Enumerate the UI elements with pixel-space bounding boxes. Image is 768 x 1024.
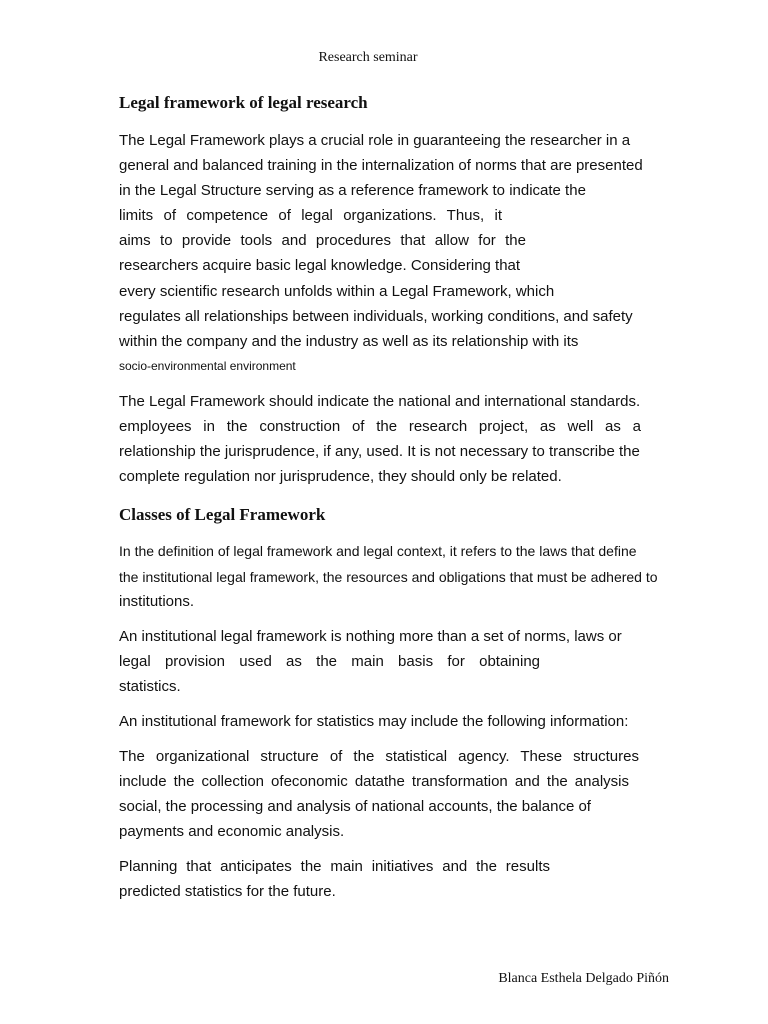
text-line: statistics. (119, 678, 181, 695)
text-line: payments and economic analysis. (119, 823, 345, 840)
text-line: socio-environmental environment (119, 359, 296, 373)
section-title-classes: Classes of Legal Framework (119, 505, 326, 524)
text-line: In the definition of legal framework and legal context, it refers to the laws that define (119, 543, 637, 559)
text-line: The Legal Framework plays a crucial role in guaranteeing the researcher in a (119, 132, 631, 149)
text-line: researchers acquire basic legal knowledge. Considering that (119, 257, 521, 274)
text-line: Planning that anticipates the main initiatives and the results (119, 858, 550, 875)
text-line: include the collection ofeconomic datathe transformation and the analysis (119, 773, 629, 790)
text-line: in the Legal Structure serving as a reference framework to indicate the (119, 182, 586, 199)
text-line: regulates all relationships between individuals, working conditions, and safety (119, 308, 633, 325)
text-line: the institutional legal framework, the resources and obligations that must be adhered to (119, 569, 658, 585)
text-line: relationship the jurisprudence, if any, used. It is not necessary to transcribe the (119, 443, 640, 460)
page-footer-author: Blanca Esthela Delgado Piñón (498, 971, 669, 986)
text-line: limits of competence of legal organizations. Thus, it (119, 207, 502, 224)
page-header: Research seminar (318, 50, 418, 65)
text-line: An institutional framework for statistics may include the following information: (119, 713, 629, 730)
section-title-legal-framework: Legal framework of legal research (119, 93, 368, 112)
text-line: complete regulation nor jurisprudence, they should only be related. (119, 468, 562, 485)
text-line: aims to provide tools and procedures that allow for the (119, 232, 526, 249)
text-line: An institutional legal framework is nothing more than a set of norms, laws or (119, 628, 622, 645)
text-line: The Legal Framework should indicate the national and international standards. (119, 393, 641, 410)
text-line: every scientific research unfolds within a Legal Framework, which (119, 283, 555, 300)
text-line: employees in the construction of the research project, as well as a (119, 418, 641, 435)
text-line: social, the processing and analysis of national accounts, the balance of (119, 798, 591, 815)
text-line: predicted statistics for the future. (119, 883, 336, 900)
text-line: institutions. (119, 593, 195, 610)
text-line: general and balanced training in the internalization of norms that are presented (119, 157, 643, 174)
text-line: legal provision used as the main basis for obtaining (119, 653, 540, 670)
text-line: within the company and the industry as well as its relationship with its (119, 333, 579, 350)
text-line: The organizational structure of the statistical agency. These structures (119, 748, 639, 765)
